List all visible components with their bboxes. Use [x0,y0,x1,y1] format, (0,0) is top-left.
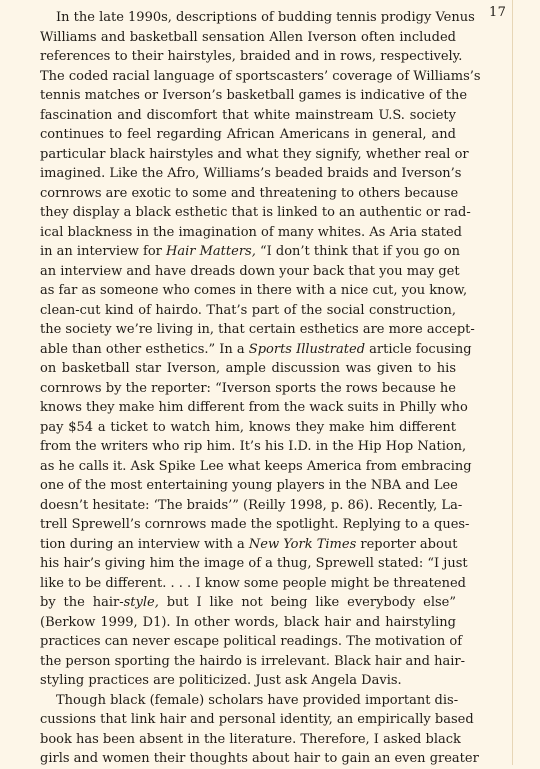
text-line: In the late 1990s, descriptions of budding tennis prodigy Venus [56,10,475,25]
text-line: cornrows by the reporter: “Iverson sports the rows because he [40,380,456,396]
text-line: The coded racial language of sportscasters’ coverage of Williams’s [40,68,481,84]
text-run: able than other esthetics.” In a [40,341,249,357]
text-line [40,593,456,613]
text-line: references to their hairstyles, braided and in rows, respectively. [40,49,463,64]
emphasis-style: style, [123,595,159,610]
page-number: 17 [489,5,507,20]
text-line: as far as someone who comes in there with a nice cut, you know, [40,283,468,298]
text-line [40,242,461,262]
text-line: his hair’s giving him the image of a thug, Sprewell stated: “I just [40,556,468,571]
text-line: imagined. Like the Afro, Williams’s beaded braids and Iverson’s [40,166,462,181]
text-line [40,340,472,360]
text-line: girls and women their thoughts about hair to gain an even greater [40,751,479,766]
text-run: “I don’t think that if you go on [255,244,461,259]
text-line: one of the most entertaining young players in the NBA and Lee [40,478,458,493]
text-run: in an interview for [40,244,167,259]
text-line: doesn’t hesitate: ‘The braids’” (Reilly 1998, p. 86). Recently, La- [40,497,463,513]
text-line: styling practices are politicized. Just ask Angela Davis. [40,673,402,688]
text-line: ical blackness in the imagination of many whites. As Aria stated [40,224,462,240]
text-line: practices can never escape political readings. The motivation of [40,634,463,649]
book-title-hair-matters: Hair Matters, [166,244,256,259]
text-line: like to be different. . . . I know some people might be threatened [40,575,466,591]
text-line: from the writers who rip him. It’s his I.D. in the Hip Hop Nation, [40,439,467,454]
text-line: an interview and have dreads down your back that you may get [40,263,460,279]
text-line: pay $54 a ticket to watch him, knows they make him different [40,419,456,435]
text-line: as he calls it. Ask Spike Lee what keeps America from embracing [40,458,472,474]
paragraph-1 [40,8,481,691]
text-line: clean-cut kind of hairdo. That’s part of the social construction, [40,302,456,318]
text-run: article focusing [365,341,472,357]
text-line: they display a black esthetic that is linked to an authentic or rad- [40,205,471,220]
text-run: by the hair- [40,595,124,610]
text-line: book has been absent in the literature. Therefore, I asked black [40,731,461,747]
text-run: reporter about [356,536,458,552]
text-run: but I like not being like everybody else” [158,595,456,610]
body-text [40,8,481,769]
text-line: knows they make him different from the wack suits in Philly who [40,400,468,415]
text-line: particular black hairstyles and what they signify, whether real or [40,146,469,162]
text-line: continues to feel regarding African Americans in general, and [40,127,456,142]
text-line: Williams and basketball sensation Allen Iverson often included [40,29,456,45]
newspaper-title-new-york-times: New York Times [248,536,357,552]
text-run: tion during an interview with a [40,536,249,552]
magazine-title-sports-illustrated: Sports Illustrated [248,341,366,357]
text-line: cornrows are exotic to some and threatening to others because [40,185,459,201]
paragraph-2 [40,691,479,769]
text-line [40,535,456,555]
text-line: tennis matches or Iverson’s basketball games is indicative of the [40,88,468,103]
text-line: Though black (female) scholars have provided important dis- [56,692,459,708]
text-line: on basketball star Iverson, ample discussion was given to his [40,361,456,376]
text-line: the person sporting the hairdo is irrelevant. Black hair and hair- [40,653,465,669]
text-line: cussions that link hair and personal identity, an empirically based [40,712,474,727]
page-edge-rule [512,0,513,765]
text-line: the society we’re living in, that certain esthetics are more accept- [40,322,475,337]
text-line: fascination and discomfort that white mainstream U.S. society [40,107,456,123]
text-line: trell Sprewell’s cornrows made the spotlight. Replying to a ques- [40,517,470,532]
text-line: (Berkow 1999, D1). In other words, black hair and hairstyling [40,614,456,630]
